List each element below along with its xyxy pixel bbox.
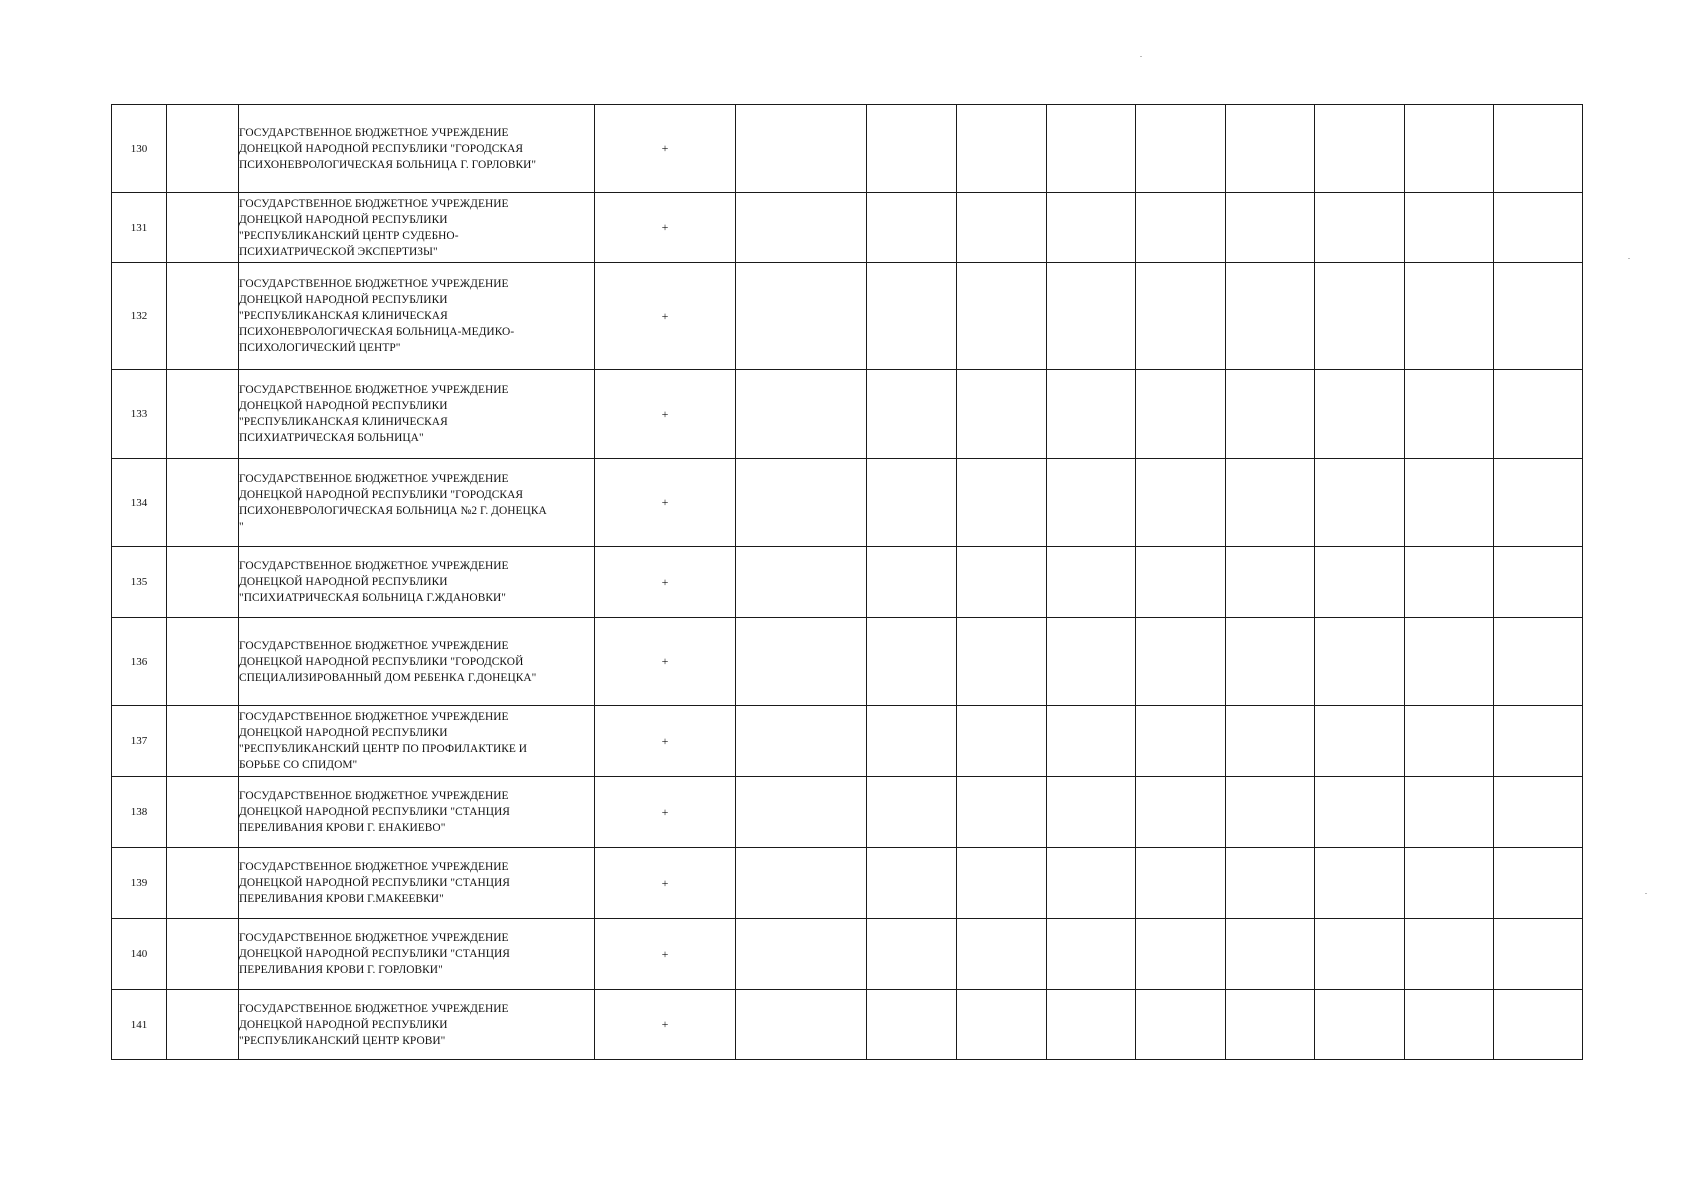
- empty-cell: [736, 193, 867, 263]
- empty-cell: [736, 459, 867, 547]
- empty-cell: [1315, 777, 1405, 848]
- empty-cell: [1226, 919, 1315, 990]
- empty-cell: [867, 193, 957, 263]
- institution-name-line: ПЕРЕЛИВАНИЯ КРОВИ Г.МАКЕЕВКИ": [239, 893, 444, 905]
- institution-name-line: "РЕСПУБЛИКАНСКАЯ КЛИНИЧЕСКАЯ: [239, 310, 448, 322]
- empty-cell: [867, 105, 957, 193]
- empty-cell: [1494, 777, 1583, 848]
- empty-cell: [1315, 848, 1405, 919]
- blank-cell: [167, 618, 239, 706]
- institution-name-line: "РЕСПУБЛИКАНСКАЯ КЛИНИЧЕСКАЯ: [239, 416, 448, 428]
- empty-cell: [1315, 990, 1405, 1060]
- empty-cell: [736, 263, 867, 370]
- institution-name-line: ДОНЕЦКОЙ НАРОДНОЙ РЕСПУБЛИКИ: [239, 294, 448, 306]
- empty-cell: [957, 547, 1047, 618]
- row-number-cell: 134: [112, 459, 167, 547]
- empty-cell: [1226, 547, 1315, 618]
- empty-cell: [957, 990, 1047, 1060]
- institution-name-line: "ПСИХИАТРИЧЕСКАЯ БОЛЬНИЦА Г.ЖДАНОВКИ": [239, 592, 506, 604]
- row-number-cell: 139: [112, 848, 167, 919]
- institution-name-line: ГОСУДАРСТВЕННОЕ БЮДЖЕТНОЕ УЧРЕЖДЕНИЕ: [239, 278, 509, 290]
- row-number-cell: 137: [112, 706, 167, 777]
- plus-mark-cell: +: [595, 618, 736, 706]
- institution-name-line: ДОНЕЦКОЙ НАРОДНОЙ РЕСПУБЛИКИ: [239, 1018, 448, 1031]
- empty-cell: [1405, 777, 1494, 848]
- institution-name-line: ПСИХИАТРИЧЕСКАЯ БОЛЬНИЦА": [239, 432, 424, 444]
- empty-cell: [867, 777, 957, 848]
- empty-cell: [1226, 263, 1315, 370]
- empty-cell: [1136, 459, 1226, 547]
- empty-cell: [1315, 919, 1405, 990]
- plus-mark-cell: +: [595, 105, 736, 193]
- empty-cell: [957, 459, 1047, 547]
- table-row: [112, 990, 1583, 1060]
- empty-cell: [867, 990, 957, 1060]
- institution-name-cell: [239, 990, 595, 1060]
- empty-cell: [1405, 618, 1494, 706]
- empty-cell: [867, 547, 957, 618]
- row-number-cell: 130: [112, 105, 167, 193]
- empty-cell: [736, 370, 867, 459]
- empty-cell: [1136, 706, 1226, 777]
- blank-cell: [167, 370, 239, 459]
- empty-cell: [736, 777, 867, 848]
- plus-mark-cell: +: [595, 263, 736, 370]
- empty-cell: [1494, 618, 1583, 706]
- blank-cell: [167, 193, 239, 263]
- institution-name-cell: [239, 547, 595, 618]
- empty-cell: [1494, 459, 1583, 547]
- empty-cell: [736, 990, 867, 1060]
- institution-name-line: ГОСУДАРСТВЕННОЕ БЮДЖЕТНОЕ УЧРЕЖДЕНИЕ: [239, 790, 509, 802]
- empty-cell: [1047, 919, 1136, 990]
- empty-cell: [1136, 263, 1226, 370]
- empty-cell: [1494, 370, 1583, 459]
- institution-name-line: ПСИХОНЕВРОЛОГИЧЕСКАЯ БОЛЬНИЦА Г. ГОРЛОВКИ": [239, 158, 537, 171]
- blank-cell: [167, 105, 239, 193]
- empty-cell: [736, 848, 867, 919]
- empty-cell: [957, 193, 1047, 263]
- empty-cell: [1405, 193, 1494, 263]
- empty-cell: [1047, 990, 1136, 1060]
- institution-name-cell: [239, 193, 595, 263]
- empty-cell: [957, 263, 1047, 370]
- empty-cell: [1136, 370, 1226, 459]
- empty-cell: [1315, 618, 1405, 706]
- plus-mark-cell: +: [595, 848, 736, 919]
- institution-name-cell: [239, 105, 595, 193]
- empty-cell: [1226, 990, 1315, 1060]
- empty-cell: [1226, 193, 1315, 263]
- table-row: [112, 547, 1583, 618]
- empty-cell: [1315, 263, 1405, 370]
- empty-cell: [957, 105, 1047, 193]
- empty-cell: [1136, 618, 1226, 706]
- empty-cell: [1405, 848, 1494, 919]
- empty-cell: [1047, 848, 1136, 919]
- empty-cell: [1136, 919, 1226, 990]
- empty-cell: [957, 618, 1047, 706]
- empty-cell: [1047, 370, 1136, 459]
- table-row: [112, 777, 1583, 848]
- empty-cell: [1047, 618, 1136, 706]
- institution-name-line: ПСИХОЛОГИЧЕСКИЙ ЦЕНТР": [239, 342, 401, 354]
- blank-cell: [167, 848, 239, 919]
- institution-name-line: ГОСУДАРСТВЕННОЕ БЮДЖЕТНОЕ УЧРЕЖДЕНИЕ: [239, 472, 509, 485]
- empty-cell: [1494, 919, 1583, 990]
- institution-name-line: ГОСУДАРСТВЕННОЕ БЮДЖЕТНОЕ УЧРЕЖДЕНИЕ: [239, 560, 509, 572]
- row-number-cell: 131: [112, 193, 167, 263]
- institution-name-line: ДОНЕЦКОЙ НАРОДНОЙ РЕСПУБЛИКИ "ГОРОДСКОЙ: [239, 655, 524, 668]
- empty-cell: [1047, 547, 1136, 618]
- empty-cell: [1494, 547, 1583, 618]
- empty-cell: [1405, 706, 1494, 777]
- empty-cell: [1047, 459, 1136, 547]
- empty-cell: [736, 919, 867, 990]
- empty-cell: [1494, 263, 1583, 370]
- plus-mark-cell: +: [595, 459, 736, 547]
- row-number-cell: 135: [112, 547, 167, 618]
- empty-cell: [1405, 105, 1494, 193]
- empty-cell: [1405, 919, 1494, 990]
- institution-name-line: ПСИХОНЕВРОЛОГИЧЕСКАЯ БОЛЬНИЦА №2 Г. ДОНЕЦКА: [239, 504, 547, 517]
- empty-cell: [1047, 706, 1136, 777]
- table-row: [112, 263, 1583, 370]
- plus-mark-cell: +: [595, 193, 736, 263]
- institution-name-line: ПСИХИАТРИЧЕСКОЙ ЭКСПЕРТИЗЫ": [239, 245, 438, 258]
- empty-cell: [1136, 105, 1226, 193]
- institution-name-line: ГОСУДАРСТВЕННОЕ БЮДЖЕТНОЕ УЧРЕЖДЕНИЕ: [239, 861, 509, 873]
- institution-name-line: ГОСУДАРСТВЕННОЕ БЮДЖЕТНОЕ УЧРЕЖДЕНИЕ: [239, 639, 509, 652]
- table-row: [112, 459, 1583, 547]
- institution-name-line: ДОНЕЦКОЙ НАРОДНОЙ РЕСПУБЛИКИ "ГОРОДСКАЯ: [239, 142, 524, 155]
- institutions-table: [111, 104, 1583, 1060]
- empty-cell: [1226, 459, 1315, 547]
- empty-cell: [1405, 370, 1494, 459]
- institution-name-line: СПЕЦИАЛИЗИРОВАННЫЙ ДОМ РЕБЕНКА Г.ДОНЕЦКА": [239, 671, 537, 684]
- empty-cell: [736, 706, 867, 777]
- empty-cell: [1494, 706, 1583, 777]
- empty-cell: [957, 370, 1047, 459]
- institution-name-line: ДОНЕЦКОЙ НАРОДНОЙ РЕСПУБЛИКИ "СТАНЦИЯ: [239, 948, 510, 960]
- blank-cell: [167, 459, 239, 547]
- empty-cell: [1315, 547, 1405, 618]
- blank-cell: [167, 777, 239, 848]
- empty-cell: [736, 105, 867, 193]
- institution-name-cell: [239, 459, 595, 547]
- empty-cell: [1494, 193, 1583, 263]
- empty-cell: [867, 263, 957, 370]
- empty-cell: [1047, 193, 1136, 263]
- empty-cell: [957, 706, 1047, 777]
- institution-name-cell: [239, 370, 595, 459]
- plus-mark-cell: +: [595, 706, 736, 777]
- empty-cell: [1315, 193, 1405, 263]
- row-number-cell: 140: [112, 919, 167, 990]
- institution-name-line: ДОНЕЦКОЙ НАРОДНОЙ РЕСПУБЛИКИ "СТАНЦИЯ: [239, 806, 510, 818]
- row-number-cell: 132: [112, 263, 167, 370]
- empty-cell: [1315, 105, 1405, 193]
- institution-name-line: ГОСУДАРСТВЕННОЕ БЮДЖЕТНОЕ УЧРЕЖДЕНИЕ: [239, 126, 509, 139]
- plus-mark-cell: +: [595, 919, 736, 990]
- empty-cell: [1226, 848, 1315, 919]
- blank-cell: [167, 263, 239, 370]
- plus-mark-cell: +: [595, 370, 736, 459]
- institution-name-line: ДОНЕЦКОЙ НАРОДНОЙ РЕСПУБЛИКИ "ГОРОДСКАЯ: [239, 488, 524, 501]
- empty-cell: [1136, 848, 1226, 919]
- plus-mark-cell: +: [595, 777, 736, 848]
- empty-cell: [867, 370, 957, 459]
- institution-name-line: ГОСУДАРСТВЕННОЕ БЮДЖЕТНОЕ УЧРЕЖДЕНИЕ: [239, 384, 509, 396]
- empty-cell: [1136, 547, 1226, 618]
- blank-cell: [167, 547, 239, 618]
- institution-name-line: ДОНЕЦКОЙ НАРОДНОЙ РЕСПУБЛИКИ: [239, 213, 448, 226]
- empty-cell: [867, 919, 957, 990]
- row-number-cell: 133: [112, 370, 167, 459]
- institution-name-line: ГОСУДАРСТВЕННОЕ БЮДЖЕТНОЕ УЧРЕЖДЕНИЕ: [239, 197, 509, 210]
- institution-name-line: ГОСУДАРСТВЕННОЕ БЮДЖЕТНОЕ УЧРЕЖДЕНИЕ: [239, 932, 509, 944]
- empty-cell: [1136, 193, 1226, 263]
- empty-cell: [867, 706, 957, 777]
- institution-name-cell: [239, 848, 595, 919]
- empty-cell: [1226, 105, 1315, 193]
- institution-name-line: ПЕРЕЛИВАНИЯ КРОВИ Г. ЕНАКИЕВО": [239, 822, 446, 834]
- institution-name-line: "РЕСПУБЛИКАНСКИЙ ЦЕНТР СУДЕБНО-: [239, 229, 459, 242]
- plus-mark-cell: +: [595, 547, 736, 618]
- empty-cell: [1315, 370, 1405, 459]
- table-row: [112, 618, 1583, 706]
- plus-mark-cell: +: [595, 990, 736, 1060]
- row-number-cell: 141: [112, 990, 167, 1060]
- table-row: [112, 370, 1583, 459]
- empty-cell: [1494, 990, 1583, 1060]
- empty-cell: [1494, 848, 1583, 919]
- institution-name-line: ": [239, 520, 244, 533]
- empty-cell: [736, 618, 867, 706]
- empty-cell: [1405, 547, 1494, 618]
- empty-cell: [867, 848, 957, 919]
- empty-cell: [1047, 777, 1136, 848]
- empty-cell: [1047, 105, 1136, 193]
- institution-name-line: БОРЬБЕ СО СПИДОМ": [239, 759, 358, 771]
- empty-cell: [736, 547, 867, 618]
- empty-cell: [957, 848, 1047, 919]
- institution-name-line: ПСИХОНЕВРОЛОГИЧЕСКАЯ БОЛЬНИЦА-МЕДИКО-: [239, 326, 515, 338]
- table-row: [112, 706, 1583, 777]
- scan-speck: [1645, 893, 1647, 894]
- table-row: [112, 848, 1583, 919]
- empty-cell: [1494, 105, 1583, 193]
- blank-cell: [167, 706, 239, 777]
- blank-cell: [167, 990, 239, 1060]
- empty-cell: [1226, 370, 1315, 459]
- empty-cell: [957, 777, 1047, 848]
- row-number-cell: 136: [112, 618, 167, 706]
- institution-name-line: ГОСУДАРСТВЕННОЕ БЮДЖЕТНОЕ УЧРЕЖДЕНИЕ: [239, 711, 509, 723]
- institution-name-cell: [239, 777, 595, 848]
- institution-name-line: ГОСУДАРСТВЕННОЕ БЮДЖЕТНОЕ УЧРЕЖДЕНИЕ: [239, 1002, 509, 1015]
- institution-name-line: ДОНЕЦКОЙ НАРОДНОЙ РЕСПУБЛИКИ: [239, 576, 448, 588]
- institution-name-cell: [239, 618, 595, 706]
- institution-name-line: ДОНЕЦКОЙ НАРОДНОЙ РЕСПУБЛИКИ "СТАНЦИЯ: [239, 877, 510, 889]
- institution-name-line: ДОНЕЦКОЙ НАРОДНОЙ РЕСПУБЛИКИ: [239, 400, 448, 412]
- empty-cell: [1047, 263, 1136, 370]
- empty-cell: [1136, 777, 1226, 848]
- empty-cell: [1226, 618, 1315, 706]
- institution-name-line: "РЕСПУБЛИКАНСКИЙ ЦЕНТР ПО ПРОФИЛАКТИКЕ И: [239, 743, 528, 755]
- blank-cell: [167, 919, 239, 990]
- empty-cell: [1405, 263, 1494, 370]
- empty-cell: [867, 618, 957, 706]
- empty-cell: [1136, 990, 1226, 1060]
- scan-speck: [1628, 258, 1630, 259]
- institution-name-line: "РЕСПУБЛИКАНСКИЙ ЦЕНТР КРОВИ": [239, 1034, 446, 1047]
- institution-name-cell: [239, 263, 595, 370]
- empty-cell: [1315, 706, 1405, 777]
- empty-cell: [1315, 459, 1405, 547]
- empty-cell: [867, 459, 957, 547]
- table-row: [112, 193, 1583, 263]
- empty-cell: [957, 919, 1047, 990]
- table-row: [112, 919, 1583, 990]
- institution-name-cell: [239, 919, 595, 990]
- scan-speck: [1140, 56, 1142, 57]
- institution-name-line: ДОНЕЦКОЙ НАРОДНОЙ РЕСПУБЛИКИ: [239, 727, 448, 739]
- empty-cell: [1405, 459, 1494, 547]
- empty-cell: [1226, 706, 1315, 777]
- institution-name-cell: [239, 706, 595, 777]
- institution-name-line: ПЕРЕЛИВАНИЯ КРОВИ Г. ГОРЛОВКИ": [239, 964, 443, 976]
- row-number-cell: 138: [112, 777, 167, 848]
- empty-cell: [1405, 990, 1494, 1060]
- table-row: [112, 105, 1583, 193]
- empty-cell: [1226, 777, 1315, 848]
